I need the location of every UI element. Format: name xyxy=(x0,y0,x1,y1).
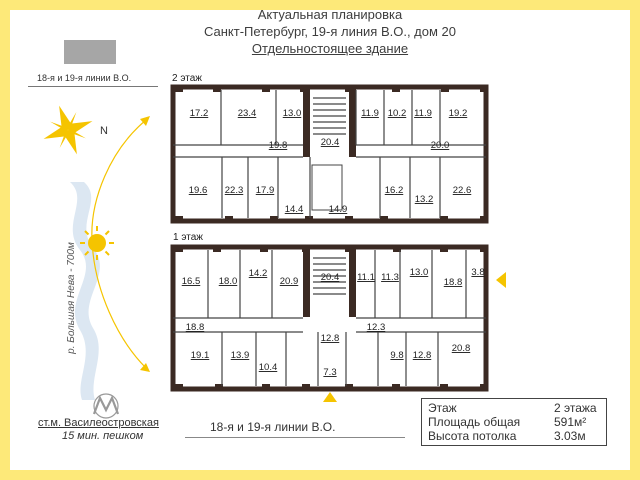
street-label-bottom: 18-я и 19-я линии В.О. xyxy=(210,420,336,434)
floor-1-stair-wall-right xyxy=(349,247,356,317)
river-label: р. Большая Нева - 700м xyxy=(66,242,77,354)
floor-1-pier-bottom-5 xyxy=(392,384,400,391)
floor-2-label: 2 этаж xyxy=(172,73,202,84)
floor-1-pier-top-7 xyxy=(480,245,488,252)
room-area-labels xyxy=(182,108,485,378)
metro-station: ст.м. Василеостровская xyxy=(38,417,159,429)
floor-1-room-area-4: 20.4 xyxy=(320,272,340,283)
floor-2-pier-top-5 xyxy=(392,85,400,92)
floor-2-pier-top-1 xyxy=(213,85,221,92)
floor-2-room-area-8: 19.2 xyxy=(448,108,468,119)
floor-2-room-area-14: 14.9 xyxy=(328,204,348,215)
floor-2-stair-wall-right xyxy=(349,87,356,157)
title-line-3: Отдельностоящее здание xyxy=(251,41,409,56)
title-line-1: Актуальная планировка xyxy=(257,7,403,22)
floor-1-room-area-9: 3.8 xyxy=(471,267,485,278)
floor-2-stair-wall-left xyxy=(303,87,310,157)
floor-2-room-area-1: 23.4 xyxy=(237,108,257,119)
floor-1-label: 1 этаж xyxy=(173,232,203,243)
floor-1-pier-bottom-2 xyxy=(262,384,270,391)
floor-1-room-area-6: 11.3 xyxy=(381,272,399,283)
floor-2-room-area-11: 22.3 xyxy=(224,185,244,196)
floor-1-pier-top-6 xyxy=(440,245,448,252)
floor-2-room-area-10: 19.6 xyxy=(188,185,208,196)
floor-2-room-area-5: 11.9 xyxy=(361,108,379,119)
info-label-ceiling: Высота потолка xyxy=(428,429,517,443)
floor-1-pier-bottom-0 xyxy=(175,384,183,391)
floor-1-room-area-13: 13.9 xyxy=(230,350,250,361)
compass-north-label: N xyxy=(100,125,108,137)
floor-2-room-area-3: 19.8 xyxy=(268,140,288,151)
floor-2-room-area-16: 13.2 xyxy=(414,194,434,205)
floor-1-room-area-19: 20.8 xyxy=(451,343,471,354)
floor-2-outline xyxy=(173,87,486,221)
floor-2-walls xyxy=(173,85,488,223)
floor-1-pier-top-2 xyxy=(260,245,268,252)
floor-2-pier-top-2 xyxy=(262,85,270,92)
floor-2-room-area-7: 11.9 xyxy=(414,108,432,119)
floor-2-pier-bottom-5 xyxy=(380,216,388,223)
floor-2-pier-top-0 xyxy=(175,85,183,92)
info-label-floors: Этаж xyxy=(428,401,457,415)
floor-2-room-area-4: 20.4 xyxy=(320,137,340,148)
floor-2-pier-top-6 xyxy=(441,85,449,92)
floor-1-room-area-5: 11.1 xyxy=(357,272,375,283)
floor-2-room-area-12: 17.9 xyxy=(255,185,275,196)
floor-1-room-area-1: 18.0 xyxy=(218,276,238,287)
floor-2-pier-bottom-1 xyxy=(225,216,233,223)
floor-2-pier-bottom-4 xyxy=(345,216,353,223)
info-value-area: 591м² xyxy=(554,415,587,429)
floor-1-room-area-3: 20.9 xyxy=(279,276,299,287)
floor-2-pier-bottom-6 xyxy=(440,216,448,223)
floor-2-room-area-2: 13.0 xyxy=(282,108,302,119)
floor-1-room-area-11: 12.3 xyxy=(366,322,386,333)
floor-2-room-area-15: 16.2 xyxy=(384,185,404,196)
floor-1-room-area-0: 16.5 xyxy=(181,276,201,287)
floor-1-room-area-18: 12.8 xyxy=(412,350,432,361)
floor-2-room-area-17: 22.6 xyxy=(452,185,472,196)
floor-2-pier-bottom-0 xyxy=(175,216,183,223)
floor-1-pier-bottom-7 xyxy=(480,384,488,391)
floor-2-room-area-9: 20.0 xyxy=(430,140,450,151)
floor-1-pier-bottom-6 xyxy=(440,384,448,391)
floor-2-pier-top-7 xyxy=(480,85,488,92)
floor-1-room-area-17: 9.8 xyxy=(390,350,404,361)
floor-1-room-area-14: 10.4 xyxy=(258,362,278,373)
floor-1-room-area-12: 19.1 xyxy=(190,350,210,361)
floor-2-pier-bottom-7 xyxy=(480,216,488,223)
floor-1-room-area-2: 14.2 xyxy=(248,268,268,279)
floor-1-room-area-15: 12.8 xyxy=(320,333,340,344)
floor-1-room-area-16: 7.3 xyxy=(323,367,337,378)
floor-2-room-area-0: 17.2 xyxy=(189,108,209,119)
info-value-ceiling: 3.03м xyxy=(554,429,586,443)
title-line-2: Санкт-Петербург, 19-я линия В.О., дом 20 xyxy=(203,24,457,39)
floor-1-room-area-7: 13.0 xyxy=(409,267,429,278)
info-label-area: Площадь общая xyxy=(428,415,521,429)
info-value-floors: 2 этажа xyxy=(554,401,597,415)
floor-1-pier-bottom-3 xyxy=(302,384,310,391)
info-box xyxy=(421,398,607,446)
floor-1-pier-top-0 xyxy=(175,245,183,252)
metro-walk-time: 15 мин. пешком xyxy=(62,430,144,442)
floor-2-room-area-13: 14.4 xyxy=(284,204,304,215)
floor-2-pier-bottom-2 xyxy=(270,216,278,223)
floor-2-room-area-6: 10.2 xyxy=(387,108,407,119)
floor-1-pier-top-1 xyxy=(213,245,221,252)
floor-1-room-area-10: 18.8 xyxy=(185,322,205,333)
floor-1-stair-wall-left xyxy=(303,247,310,317)
floor-1-room-area-8: 18.8 xyxy=(443,277,463,288)
street-label-top: 18-я и 19-я линии В.О. xyxy=(37,73,132,83)
floor-2-pier-bottom-3 xyxy=(305,216,313,223)
